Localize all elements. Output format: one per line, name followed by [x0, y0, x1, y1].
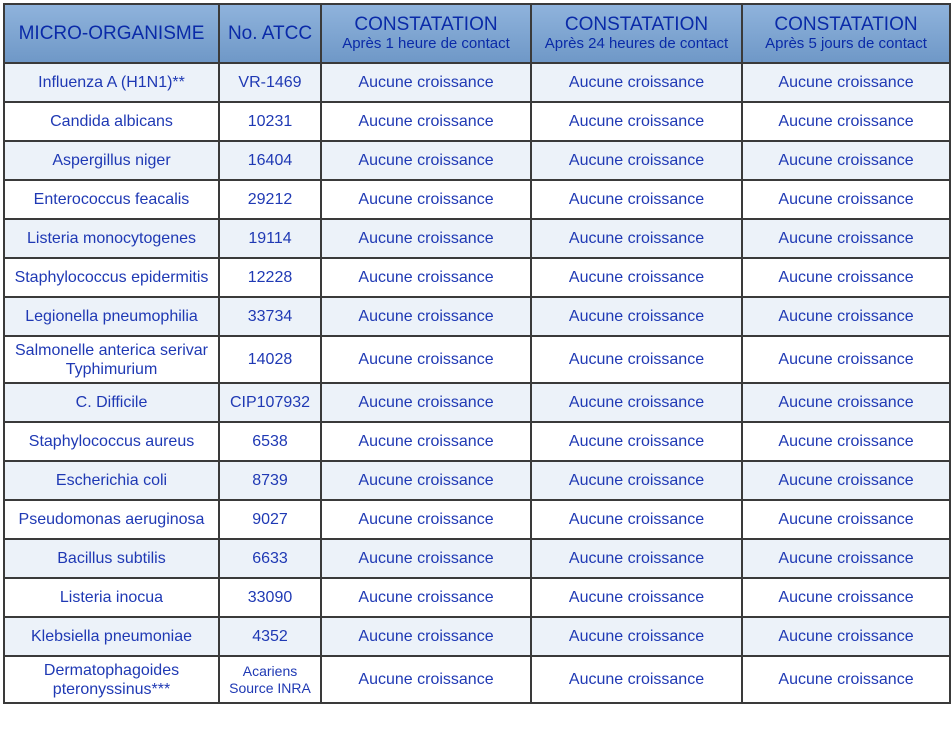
header-atcc	[219, 4, 321, 63]
cell-atcc: Acariens Source INRA	[219, 656, 321, 703]
cell-organism: Influenza A (H1N1)**	[4, 63, 219, 102]
cell-atcc: VR-1469	[219, 63, 321, 102]
cell-1h: Aucune croissance	[321, 219, 531, 258]
table-row	[4, 141, 950, 180]
table-body	[4, 63, 950, 703]
cell-1h: Aucune croissance	[321, 539, 531, 578]
cell-5d: Aucune croissance	[742, 539, 950, 578]
header-5d	[742, 4, 950, 63]
cell-organism: Candida albicans	[4, 102, 219, 141]
cell-1h: Aucune croissance	[321, 102, 531, 141]
table-row	[4, 297, 950, 336]
cell-organism: Bacillus subtilis	[4, 539, 219, 578]
header-row	[4, 4, 950, 63]
cell-5d: Aucune croissance	[742, 500, 950, 539]
table-header	[4, 4, 950, 63]
header-sublabel: Après 5 jours de contact	[765, 34, 927, 52]
cell-organism: C. Difficile	[4, 383, 219, 422]
cell-atcc: 8739	[219, 461, 321, 500]
header-micro-organisme	[4, 4, 219, 63]
cell-organism: Escherichia coli	[4, 461, 219, 500]
cell-5d: Aucune croissance	[742, 336, 950, 383]
cell-1h: Aucune croissance	[321, 336, 531, 383]
cell-organism: Staphylococcus epidermitis	[4, 258, 219, 297]
cell-atcc: 33090	[219, 578, 321, 617]
cell-5d: Aucune croissance	[742, 656, 950, 703]
cell-24h: Aucune croissance	[531, 258, 742, 297]
header-sublabel: Après 24 heures de contact	[544, 34, 729, 52]
cell-1h: Aucune croissance	[321, 656, 531, 703]
cell-atcc: 16404	[219, 141, 321, 180]
cell-24h: Aucune croissance	[531, 422, 742, 461]
header-label: CONSTATATION	[564, 13, 709, 35]
header-24h	[531, 4, 742, 63]
table-row	[4, 383, 950, 422]
cell-24h: Aucune croissance	[531, 180, 742, 219]
cell-24h: Aucune croissance	[531, 656, 742, 703]
cell-24h: Aucune croissance	[531, 383, 742, 422]
cell-5d: Aucune croissance	[742, 422, 950, 461]
cell-24h: Aucune croissance	[531, 500, 742, 539]
cell-5d: Aucune croissance	[742, 617, 950, 656]
cell-atcc: 6538	[219, 422, 321, 461]
table-row	[4, 617, 950, 656]
cell-24h: Aucune croissance	[531, 63, 742, 102]
cell-5d: Aucune croissance	[742, 102, 950, 141]
table-row	[4, 336, 950, 383]
table-row	[4, 539, 950, 578]
header-label: MICRO-ORGANISME	[18, 22, 205, 44]
cell-1h: Aucune croissance	[321, 617, 531, 656]
table-row	[4, 219, 950, 258]
cell-5d: Aucune croissance	[742, 383, 950, 422]
cell-1h: Aucune croissance	[321, 297, 531, 336]
header-label: CONSTATATION	[774, 13, 918, 35]
table-row	[4, 656, 950, 703]
cell-organism: Legionella pneumophilia	[4, 297, 219, 336]
cell-1h: Aucune croissance	[321, 180, 531, 219]
cell-organism: Listeria inocua	[4, 578, 219, 617]
cell-1h: Aucune croissance	[321, 141, 531, 180]
cell-24h: Aucune croissance	[531, 141, 742, 180]
cell-atcc: 6633	[219, 539, 321, 578]
cell-24h: Aucune croissance	[531, 617, 742, 656]
cell-organism: Aspergillus niger	[4, 141, 219, 180]
cell-atcc: 29212	[219, 180, 321, 219]
cell-atcc: 19114	[219, 219, 321, 258]
cell-1h: Aucune croissance	[321, 258, 531, 297]
cell-24h: Aucune croissance	[531, 102, 742, 141]
cell-atcc: 33734	[219, 297, 321, 336]
header-sublabel: Après 1 heure de contact	[342, 34, 510, 52]
cell-1h: Aucune croissance	[321, 578, 531, 617]
cell-organism: Dermatophagoides pteronyssinus***	[4, 656, 219, 703]
cell-organism: Pseudomonas aeruginosa	[4, 500, 219, 539]
cell-atcc: 4352	[219, 617, 321, 656]
table-row	[4, 578, 950, 617]
cell-5d: Aucune croissance	[742, 219, 950, 258]
cell-24h: Aucune croissance	[531, 297, 742, 336]
table-row	[4, 422, 950, 461]
cell-atcc: 9027	[219, 500, 321, 539]
cell-24h: Aucune croissance	[531, 219, 742, 258]
cell-organism: Staphylococcus aureus	[4, 422, 219, 461]
cell-5d: Aucune croissance	[742, 63, 950, 102]
cell-5d: Aucune croissance	[742, 258, 950, 297]
table-row	[4, 461, 950, 500]
cell-atcc: CIP107932	[219, 383, 321, 422]
table-row	[4, 180, 950, 219]
header-label: No. ATCC	[227, 22, 313, 44]
cell-1h: Aucune croissance	[321, 500, 531, 539]
cell-5d: Aucune croissance	[742, 297, 950, 336]
table-row	[4, 258, 950, 297]
cell-organism: Salmonelle anterica serivar Typhimurium	[4, 336, 219, 383]
cell-5d: Aucune croissance	[742, 180, 950, 219]
header-1h	[321, 4, 531, 63]
cell-5d: Aucune croissance	[742, 461, 950, 500]
cell-5d: Aucune croissance	[742, 141, 950, 180]
cell-organism: Klebsiella pneumoniae	[4, 617, 219, 656]
cell-24h: Aucune croissance	[531, 539, 742, 578]
cell-24h: Aucune croissance	[531, 461, 742, 500]
table-row	[4, 63, 950, 102]
cell-1h: Aucune croissance	[321, 422, 531, 461]
cell-1h: Aucune croissance	[321, 63, 531, 102]
cell-atcc: 12228	[219, 258, 321, 297]
header-label: CONSTATATION	[354, 13, 498, 35]
cell-organism: Listeria monocytogenes	[4, 219, 219, 258]
cell-24h: Aucune croissance	[531, 336, 742, 383]
table-row	[4, 102, 950, 141]
cell-atcc: 14028	[219, 336, 321, 383]
results-table	[3, 3, 951, 704]
cell-24h: Aucune croissance	[531, 578, 742, 617]
cell-1h: Aucune croissance	[321, 383, 531, 422]
table-row	[4, 500, 950, 539]
cell-atcc: 10231	[219, 102, 321, 141]
cell-5d: Aucune croissance	[742, 578, 950, 617]
cell-1h: Aucune croissance	[321, 461, 531, 500]
cell-organism: Enterococcus feacalis	[4, 180, 219, 219]
